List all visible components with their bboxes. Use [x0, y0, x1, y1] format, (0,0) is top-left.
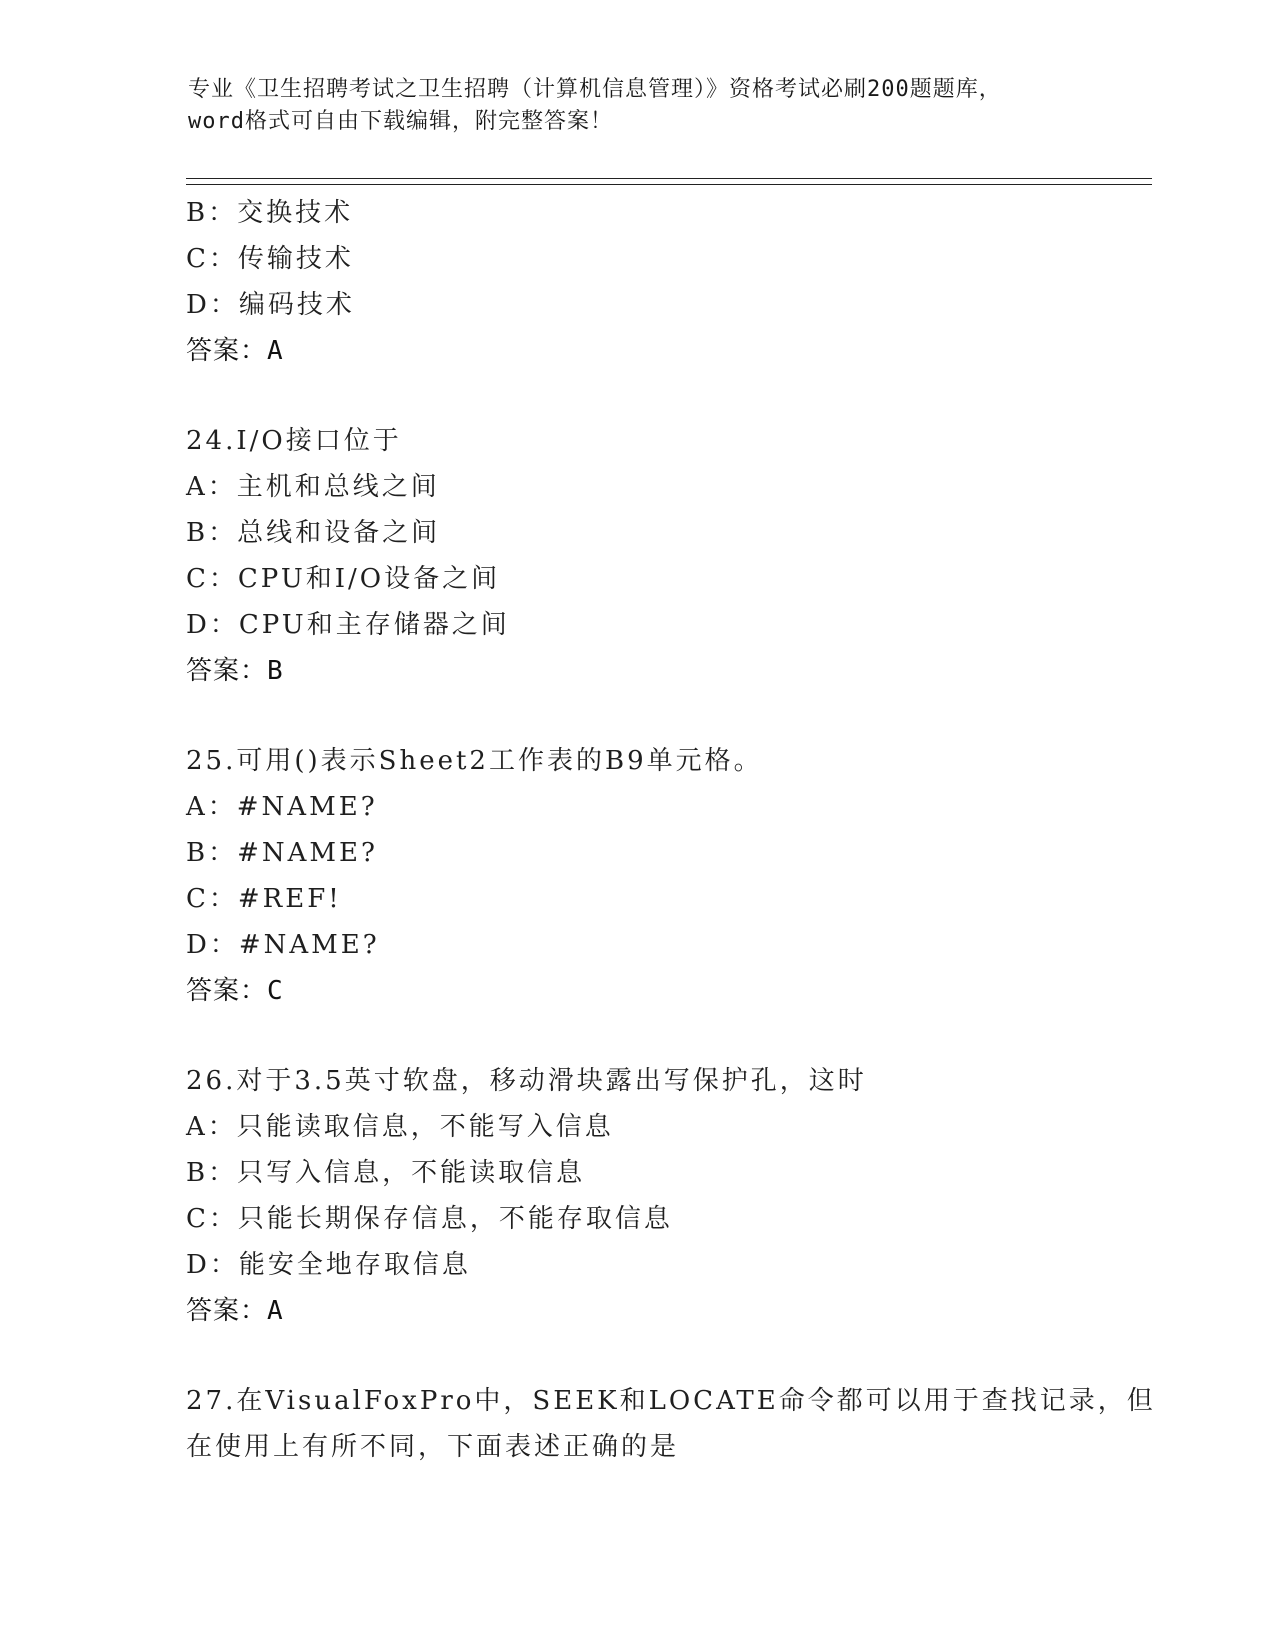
option-b: B：总线和设备之间	[186, 518, 441, 548]
answer-line	[186, 1288, 1086, 1334]
question-block-23	[186, 190, 1086, 374]
answer-line	[186, 648, 1086, 694]
question-text-line-1: 27.在VisualFoxPro中，SEEK和LOCATE命令都可以用于查找记录，但	[186, 1386, 1156, 1416]
page-header	[188, 74, 1088, 138]
question-block-27	[186, 1378, 1156, 1470]
answer-label: 答案：	[186, 1296, 268, 1326]
answer-label: 答案：	[186, 976, 268, 1006]
answer-label: 答案：	[186, 336, 268, 366]
option-b: B：#NAME?	[186, 838, 378, 868]
question-block-25	[186, 738, 1086, 1014]
header-line-2: word格式可自由下载编辑，附完整答案！	[188, 109, 613, 134]
option-d: D：能安全地存取信息	[186, 1250, 471, 1280]
option-c: C：传输技术	[186, 244, 354, 274]
question-block-24	[186, 418, 1086, 694]
answer-line	[186, 968, 1086, 1014]
option-a: A：#NAME?	[186, 792, 378, 822]
block-spacer	[186, 694, 1086, 738]
option-a: A：只能读取信息，不能写入信息	[186, 1112, 614, 1142]
option-c: C：#REF!	[186, 884, 342, 914]
header-line-1: 专业《卫生招聘考试之卫生招聘（计算机信息管理）》资格考试必刷200题题库，	[188, 77, 1002, 102]
question-text-line-2: 在使用上有所不同，下面表述正确的是	[186, 1432, 680, 1462]
block-spacer	[186, 1334, 1086, 1378]
answer-value: A	[267, 336, 284, 366]
answer-value: C	[267, 976, 284, 1006]
answer-value: B	[267, 656, 284, 686]
answer-line	[186, 328, 1086, 374]
answer-value: A	[267, 1296, 284, 1326]
option-a: A：主机和总线之间	[186, 472, 440, 502]
option-d: D：#NAME?	[186, 930, 380, 960]
option-c: C：只能长期保存信息，不能存取信息	[186, 1204, 673, 1234]
header-divider-top	[186, 178, 1152, 179]
option-b: B：交换技术	[186, 198, 354, 228]
option-d: D：编码技术	[186, 290, 355, 320]
option-c: C：CPU和I/O设备之间	[186, 564, 501, 594]
question-text: 24.I/O接口位于	[186, 426, 402, 456]
block-spacer	[186, 374, 1086, 418]
header-divider-bottom	[186, 184, 1152, 185]
option-b: B：只写入信息，不能读取信息	[186, 1158, 586, 1188]
question-block-26	[186, 1058, 1086, 1334]
option-d: D：CPU和主存储器之间	[186, 610, 510, 640]
question-text: 26.对于3.5英寸软盘，移动滑块露出写保护孔，这时	[186, 1066, 867, 1096]
block-spacer	[186, 1014, 1086, 1058]
answer-label: 答案：	[186, 656, 268, 686]
question-text: 25.可用()表示Sheet2工作表的B9单元格。	[186, 746, 763, 776]
question-list	[186, 190, 1156, 1470]
